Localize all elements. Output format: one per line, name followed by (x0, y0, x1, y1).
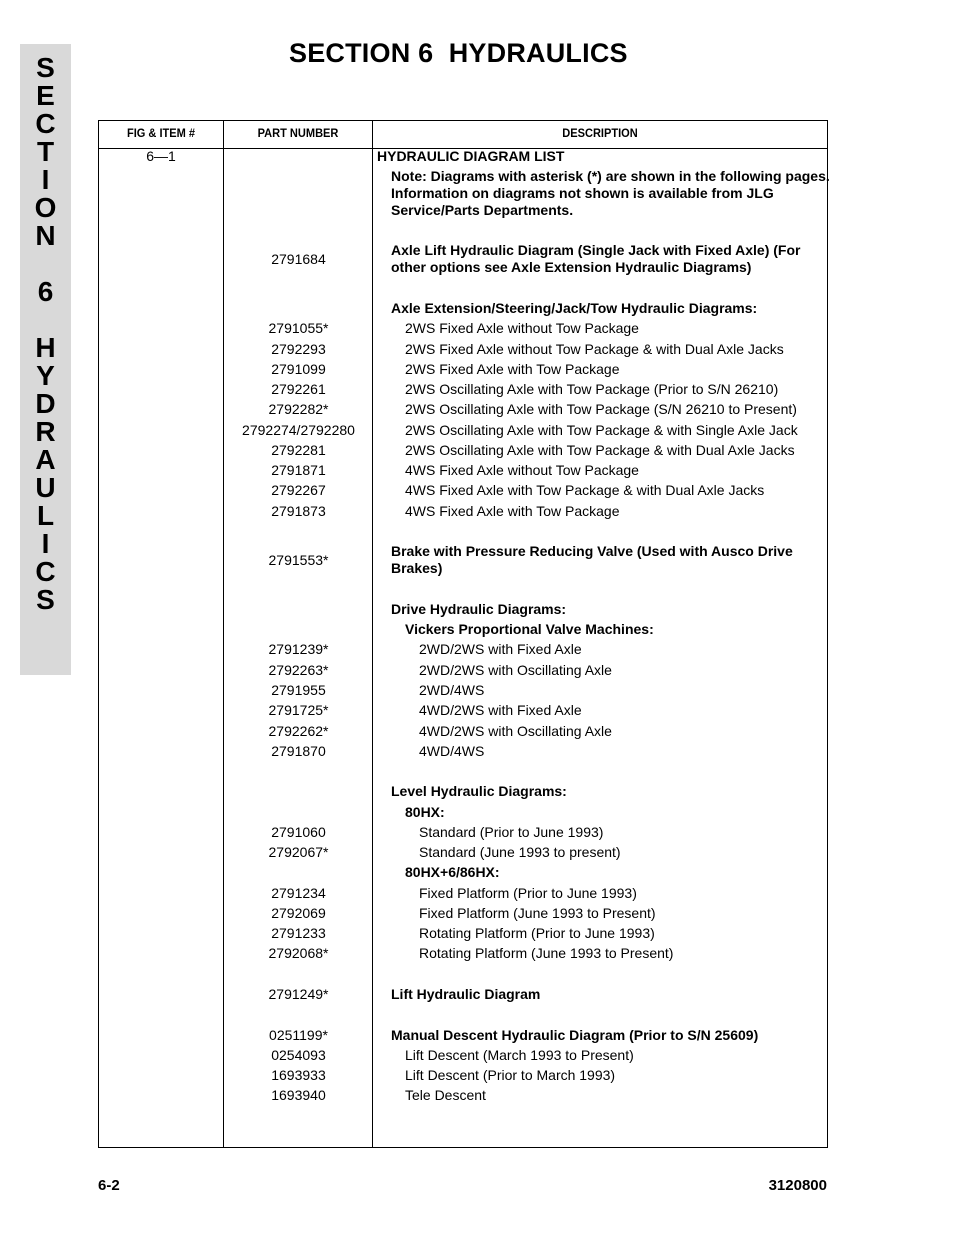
list-note: Note: Diagrams with asterisk (*) are shown in the following pages. Information on diagrams not shown is available from JLG Service/Parts Departments. (391, 168, 830, 218)
desc-item: 4WD/4WS (419, 743, 485, 759)
header-part-number: PART NUMBER (257, 126, 339, 140)
part-number: 2792067* (268, 844, 329, 860)
side-tab-letter: N (35, 220, 56, 251)
desc-item: Standard (Prior to June 1993) (419, 824, 604, 840)
desc-item: Fixed Platform (Prior to June 1993) (419, 885, 637, 901)
side-tab-letter: I (41, 164, 50, 195)
side-tab-letter: E (36, 80, 55, 111)
part-number: 2792263* (268, 662, 329, 678)
side-tab-letter: S (36, 584, 55, 615)
part-number: 2791099 (271, 361, 326, 377)
header-fig-item: FIG & ITEM # (126, 126, 196, 140)
part-number: 2791684 (271, 251, 326, 267)
part-number: 2791239* (268, 641, 329, 657)
part-number: 2792068* (268, 945, 329, 961)
side-tab-letter: H (35, 332, 56, 363)
desc-item: 4WS Fixed Axle with Tow Package (405, 503, 620, 519)
side-tab-letter: Y (36, 360, 55, 391)
list-heading: HYDRAULIC DIAGRAM LIST (377, 148, 565, 164)
desc-item: 2WD/4WS (419, 682, 485, 698)
side-tab-letter: O (34, 192, 57, 223)
parts-table (98, 120, 828, 1148)
side-tab-letter: L (36, 500, 55, 531)
side-tab-letter: D (35, 388, 56, 419)
desc-item: 2WS Oscillating Axle with Tow Package (S/N 26210 to Present) (405, 401, 797, 417)
desc-item: 4WS Fixed Axle with Tow Package & with Dual Axle Jacks (405, 482, 765, 498)
desc-item: 2WD/2WS with Fixed Axle (419, 641, 582, 657)
desc-item: 2WS Fixed Axle without Tow Package (405, 320, 639, 336)
part-number: 2792069 (271, 905, 326, 921)
desc-group-heading: Drive Hydraulic Diagrams: (391, 601, 567, 617)
desc-item: 2WS Oscillating Axle with Tow Package (Prior to S/N 26210) (405, 381, 779, 397)
part-number: 2792267 (271, 482, 326, 498)
desc-item: Tele Descent (405, 1087, 486, 1103)
desc-group-heading: Axle Extension/Steering/Jack/Tow Hydraulic Diagrams: (391, 300, 758, 316)
part-number: 0251199* (269, 1027, 328, 1043)
part-number: 2791055* (268, 320, 329, 336)
desc-item: 4WD/2WS with Oscillating Axle (419, 723, 612, 739)
part-number: 2791725* (268, 702, 329, 718)
part-number: 2791249* (268, 986, 329, 1002)
desc-item: 2WS Fixed Axle without Tow Package & with Dual Axle Jacks (405, 341, 784, 357)
desc-item: 2WS Oscillating Axle with Tow Package & with Single Axle Jack (405, 422, 798, 438)
desc-item: Lift Descent (Prior to March 1993) (405, 1067, 616, 1083)
part-number: 0254093 (271, 1047, 326, 1063)
part-number: 2792274/2792280 (242, 422, 355, 438)
side-tab-letter: R (35, 416, 56, 447)
part-number: 2792293 (271, 341, 326, 357)
desc-subgroup-heading: 80HX+6/86HX: (405, 864, 500, 880)
part-number: 1693933 (271, 1067, 326, 1083)
side-tab-letter: C (35, 108, 56, 139)
desc-item: Rotating Platform (June 1993 to Present) (419, 945, 674, 961)
page-number: 6-2 (98, 1177, 120, 1194)
side-tab-letter: C (35, 556, 56, 587)
desc-item: Brake with Pressure Reducing Valve (Used with Ausco Drive Brakes) (391, 543, 793, 576)
part-number: 2791233 (271, 925, 326, 941)
part-number: 2791955 (271, 682, 326, 698)
part-number: 2791873 (271, 503, 326, 519)
fig-item-number: 6—1 (146, 148, 176, 164)
desc-subgroup-heading: 80HX: (405, 804, 445, 820)
desc-subgroup-heading: Vickers Proportional Valve Machines: (405, 621, 654, 637)
part-number: 2791870 (271, 743, 326, 759)
header-description: DESCRIPTION (562, 126, 638, 140)
part-number: 2791553* (268, 552, 329, 568)
desc-item: Rotating Platform (Prior to June 1993) (419, 925, 655, 941)
side-tab-letter: 6 (37, 276, 54, 307)
section-side-tab (20, 44, 71, 675)
desc-item: 4WS Fixed Axle without Tow Package (405, 462, 639, 478)
part-number: 1693940 (271, 1087, 326, 1103)
document-number: 3120800 (768, 1177, 827, 1194)
desc-item: 2WD/2WS with Oscillating Axle (419, 662, 612, 678)
desc-item: Lift Descent (March 1993 to Present) (405, 1047, 634, 1063)
desc-item: Lift Hydraulic Diagram (391, 986, 541, 1002)
side-tab-letter: U (35, 472, 56, 503)
part-number: 2791234 (271, 885, 326, 901)
part-number: 2792282* (268, 401, 329, 417)
desc-group-heading: Level Hydraulic Diagrams: (391, 783, 567, 799)
desc-item: Axle Lift Hydraulic Diagram (Single Jack with Fixed Axle) (For other options see Axle Extension Hydraulic Diagrams) (391, 242, 801, 275)
desc-item: 4WD/2WS with Fixed Axle (419, 702, 582, 718)
part-number: 2792262* (268, 723, 329, 739)
desc-item: Standard (June 1993 to present) (419, 844, 621, 860)
part-number: 2791060 (271, 824, 326, 840)
part-number: 2792281 (271, 442, 326, 458)
side-tab-letter: A (35, 444, 56, 475)
desc-item: 2WS Oscillating Axle with Tow Package & with Dual Axle Jacks (405, 442, 795, 458)
desc-group-heading: Manual Descent Hydraulic Diagram (Prior to S/N 25609) (391, 1027, 759, 1043)
desc-item: 2WS Fixed Axle with Tow Package (405, 361, 620, 377)
part-number: 2792261 (271, 381, 326, 397)
desc-item: Fixed Platform (June 1993 to Present) (419, 905, 656, 921)
part-number: 2791871 (271, 462, 326, 478)
side-tab-letter: S (36, 52, 55, 83)
side-tab-letter: I (41, 528, 50, 559)
side-tab-letter: T (36, 136, 55, 167)
page-title: SECTION 6 HYDRAULICS (289, 38, 628, 68)
